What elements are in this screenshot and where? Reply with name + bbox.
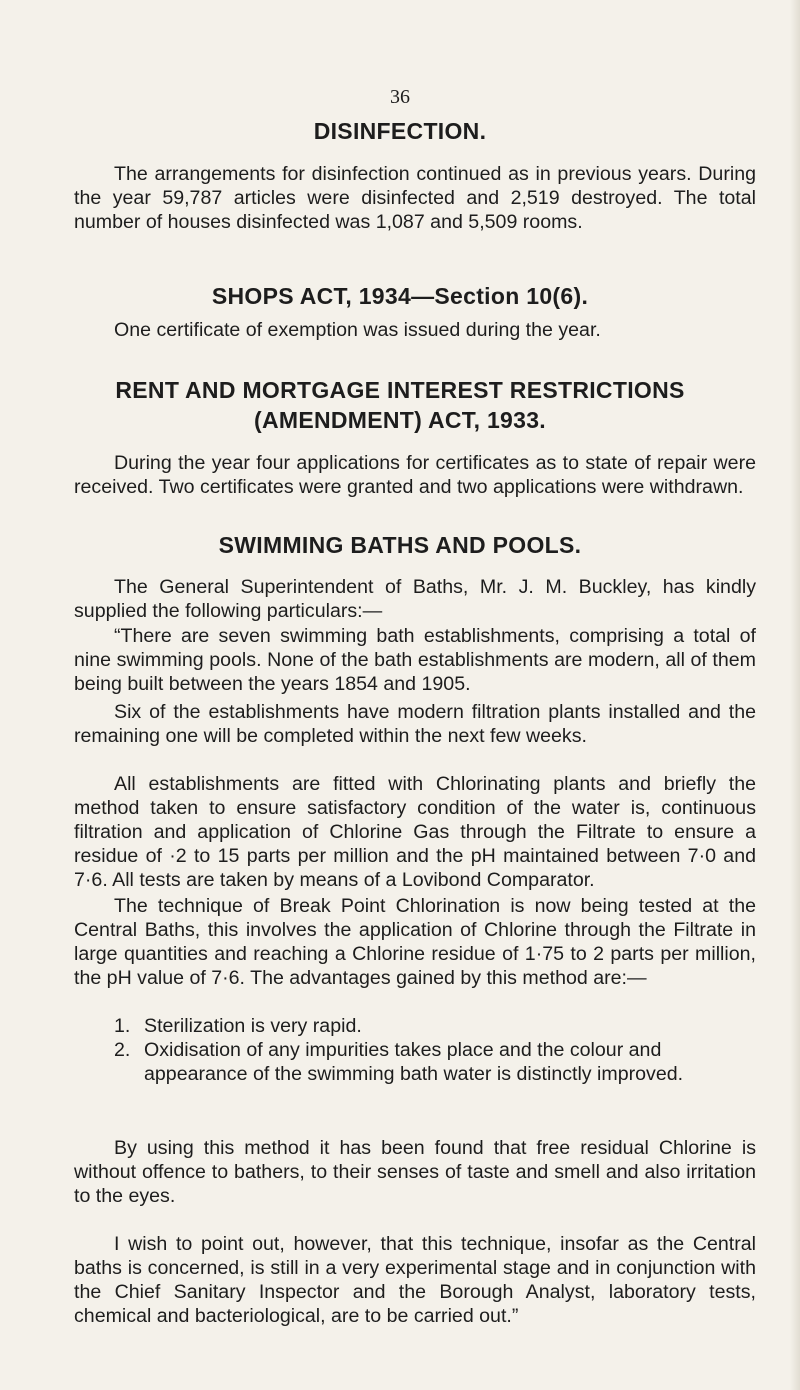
swimming-paragraph-4: The technique of Break Point Chlorination is now being tested at the Central Baths, this involves the application of Chlorine through the Filtrate in large quantities and reaching a Chlorine residue of 1·75 to 2 parts per million, the pH value of 7·6. The advantages gained by this method are:— — [74, 895, 756, 989]
shops-act-paragraph: One certificate of exemption was issued during the year. — [114, 319, 601, 341]
page-number: 36 — [390, 86, 410, 108]
swimming-paragraph-5: By using this method it has been found that free residual Chlorine is without offence to bathers, to their senses of taste and smell and also irritation to the eyes. — [74, 1137, 756, 1207]
disinfection-heading: DISINFECTION. — [313, 118, 487, 144]
rent-act-heading-line1: RENT AND MORTGAGE INTEREST RESTRICTIONS — [115, 377, 685, 403]
swimming-intro: The General Superintendent of Baths, Mr. J. M. Buckley, has kindly supplied the following particulars:— — [74, 576, 756, 622]
page-edge-shadow — [790, 0, 800, 1390]
swimming-paragraph-6: I wish to point out, however, that this technique, insofar as the Central baths is concerned, is still in a very experimental stage and in conjunction with the Chief Sanitary Inspector and the Borough Analyst, laboratory tests, chemical and bacteriological, are to be carried out.” — [74, 1233, 756, 1327]
swimming-heading: SWIMMING BATHS AND POOLS. — [218, 532, 582, 558]
swimming-paragraph-1: “There are seven swimming bath establishments, comprising a total of nine swimming pools. None of the bath establishments are modern, all of them being built between the years 1854 and 1905. — [74, 625, 756, 695]
disinfection-paragraph: The arrangements for disinfection continued as in previous years. During the year 59,787 articles were disinfected and 2,519 destroyed. The total number of houses disinfected was 1,087 and 5,509 rooms. — [74, 163, 756, 233]
swimming-paragraph-2: Six of the establishments have modern filtration plants installed and the remaining one will be completed within the next few weeks. — [74, 701, 756, 747]
advantages-list — [114, 1014, 756, 1086]
rent-act-heading-line2: (AMENDMENT) ACT, 1933. — [254, 407, 546, 433]
swimming-paragraph-3: All establishments are fitted with Chlorinating plants and briefly the method taken to ensure satisfactory condition of the water is, continuous filtration and application of Chlorine Gas through the Filtrate to ensure a residue of ·2 to 15 parts per million and the pH maintained between 7·0 and 7·6. All tests are taken by means of a Lovibond Comparator. — [74, 773, 756, 891]
list-item-number: 1. — [114, 1015, 131, 1037]
list-item-text: Sterilization is very rapid. — [144, 1015, 362, 1037]
list-item — [114, 1038, 756, 1086]
rent-act-paragraph: During the year four applications for certificates as to state of repair were received. Two certificates were granted and two applications were withdrawn. — [74, 452, 756, 498]
shops-act-heading: SHOPS ACT, 1934—Section 10(6). — [211, 283, 589, 309]
list-item-text: Oxidisation of any impurities takes place and the colour and appearance of the swimming bath water is distinctly improved. — [144, 1039, 684, 1085]
list-item-number: 2. — [114, 1039, 131, 1061]
list-item — [114, 1014, 756, 1038]
